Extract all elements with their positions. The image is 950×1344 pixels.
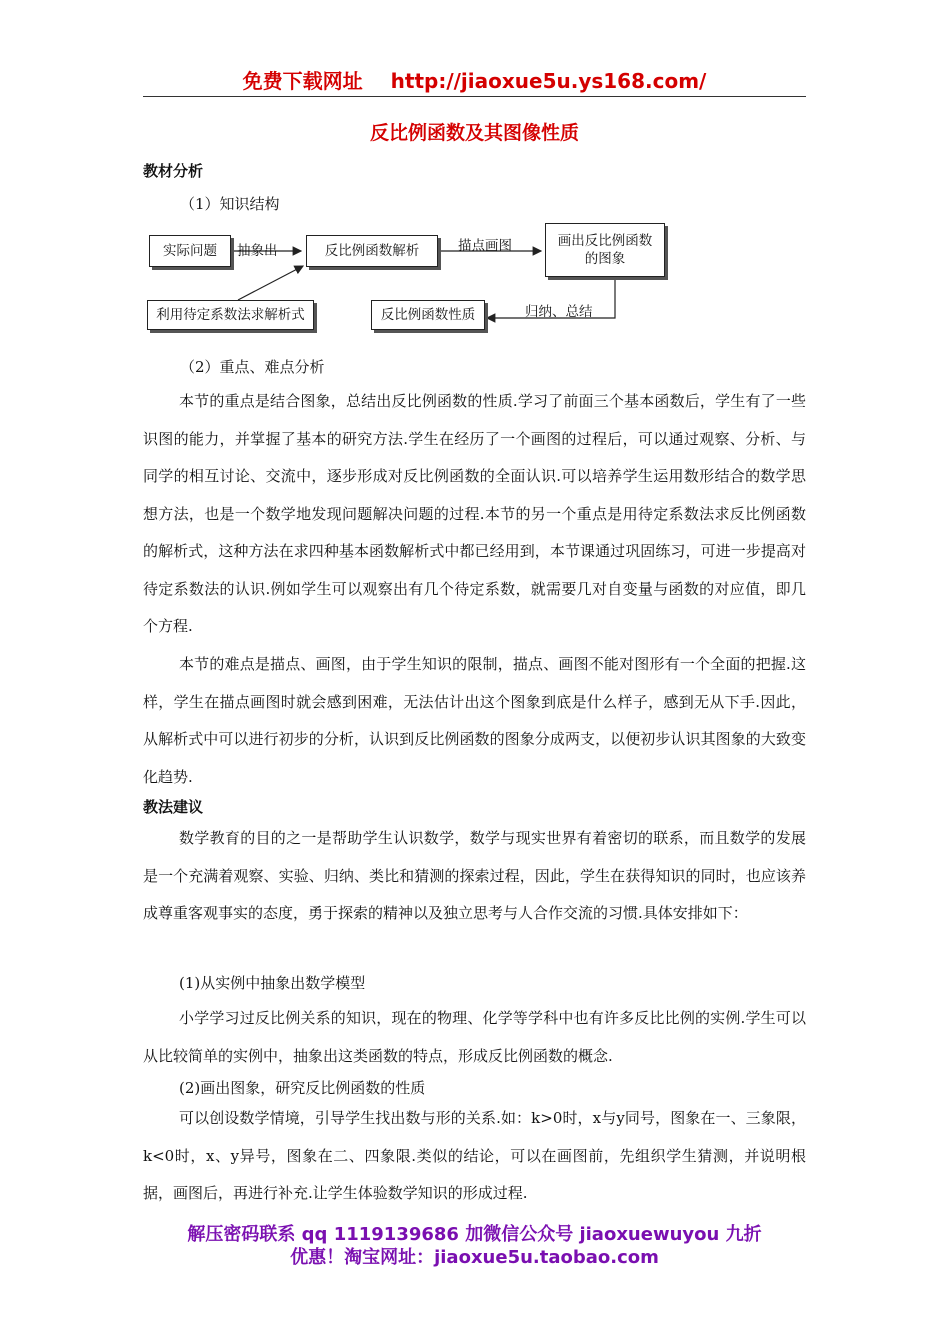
label-abstract: 抽象出	[237, 243, 278, 259]
label-summary: 归纳、总结	[525, 304, 593, 320]
box-draw-graph	[545, 223, 665, 277]
subheading-key-points: （2）重点、难点分析	[180, 358, 325, 376]
item1-title: (1)从实例中抽象出数学模型	[179, 974, 366, 992]
box-undetermined-coefficients: 利用待定系数法求解析式	[147, 300, 314, 330]
page-header	[143, 66, 806, 97]
header-label: 免费下载网址	[242, 69, 363, 93]
box-actual-problem: 实际问题	[149, 235, 231, 267]
header-url[interactable]: http://jiaoxue5u.ys168.com/	[390, 69, 707, 93]
section-heading-analysis: 教材分析	[143, 162, 204, 180]
subheading-structure: （1）知识结构	[180, 195, 280, 213]
box-function-expression: 反比例函数解析	[306, 235, 438, 267]
footer-line2[interactable]: 优惠！淘宝网址：jiaoxue5u.taobao.com	[290, 1247, 659, 1268]
knowledge-structure-diagram	[143, 218, 683, 338]
item2-text: 可以创设数学情境，引导学生找出数与形的关系.如：k>0时，x与y同号，图象在一、三象限，k<0时，x、y异号，图象在二、四象限.类似的结论，可以在画图前，先组织学生猜测，并说明根据，画图后，再进行补充.让学生体验数学知识的形成过程.	[143, 1109, 806, 1202]
label-plot: 描点画图	[458, 238, 512, 254]
item1-text: 小学学习过反比例关系的知识，现在的物理、化学等学科中也有许多反比比例的实例.学生可以从比较简单的实例中，抽象出这类函数的特点，形成反比例函数的概念.	[143, 1009, 806, 1065]
section-heading-teaching: 教法建议	[143, 798, 204, 816]
item2-title: (2)画出图象，研究反比例函数的性质	[179, 1079, 426, 1097]
box-draw-graph-line2: 的图象	[584, 251, 626, 267]
paragraph-key-points: 本节的重点是结合图象，总结出反比例函数的性质.学习了前面三个基本函数后，学生有了一些识图的能力，并掌握了基本的研究方法.学生在经历了一个画图的过程后，可以通过观察、分析、与同学的相互讨论、交流中，逐步形成对反比例函数的全面认识.可以培养学生运用数形结合的数学思想方法，也是一个数学地发现问题解决问题的过程.本节的另一个重点是用待定系数法求反比例函数的解析式，这种方法在求四种基本函数解析式中都已经用到，本节课通过巩固练习，可进一步提高对待定系数法的认识.例如学生可以观察出有几个待定系数，就需要几对自变量与函数的对应值，即几个方程.	[143, 392, 806, 635]
arrow-method-line	[238, 266, 303, 300]
paragraph-teaching-intro: 数学教育的目的之一是帮助学生认识数学，数学与现实世界有着密切的联系，而且数学的发展是一个充满着观察、实验、归纳、类比和猜测的探索过程，因此，学生在获得知识的同时，也应该养成尊重客观事实的态度，勇于探索的精神以及独立思考与人合作交流的习惯.具体安排如下：	[143, 829, 806, 922]
box-function-property: 反比例函数性质	[371, 300, 485, 330]
box-draw-graph-line1: 画出反比例函数	[557, 233, 653, 249]
document-title: 反比例函数及其图像性质	[369, 122, 579, 144]
paragraph-difficult-points: 本节的难点是描点、画图，由于学生知识的限制，描点、画图不能对图形有一个全面的把握.这样，学生在描点画图时就会感到困难，无法估计出这个图象到底是什么样子，感到无从下手.因此，从解析式中可以进行初步的分析，认识到反比例函数的图象分成两支，以便初步认识其图象的大致变化趋势.	[143, 655, 806, 786]
footer-line1: 解压密码联系 qq 1119139686 加微信公众号 jiaoxuewuyou 九折	[187, 1224, 762, 1245]
